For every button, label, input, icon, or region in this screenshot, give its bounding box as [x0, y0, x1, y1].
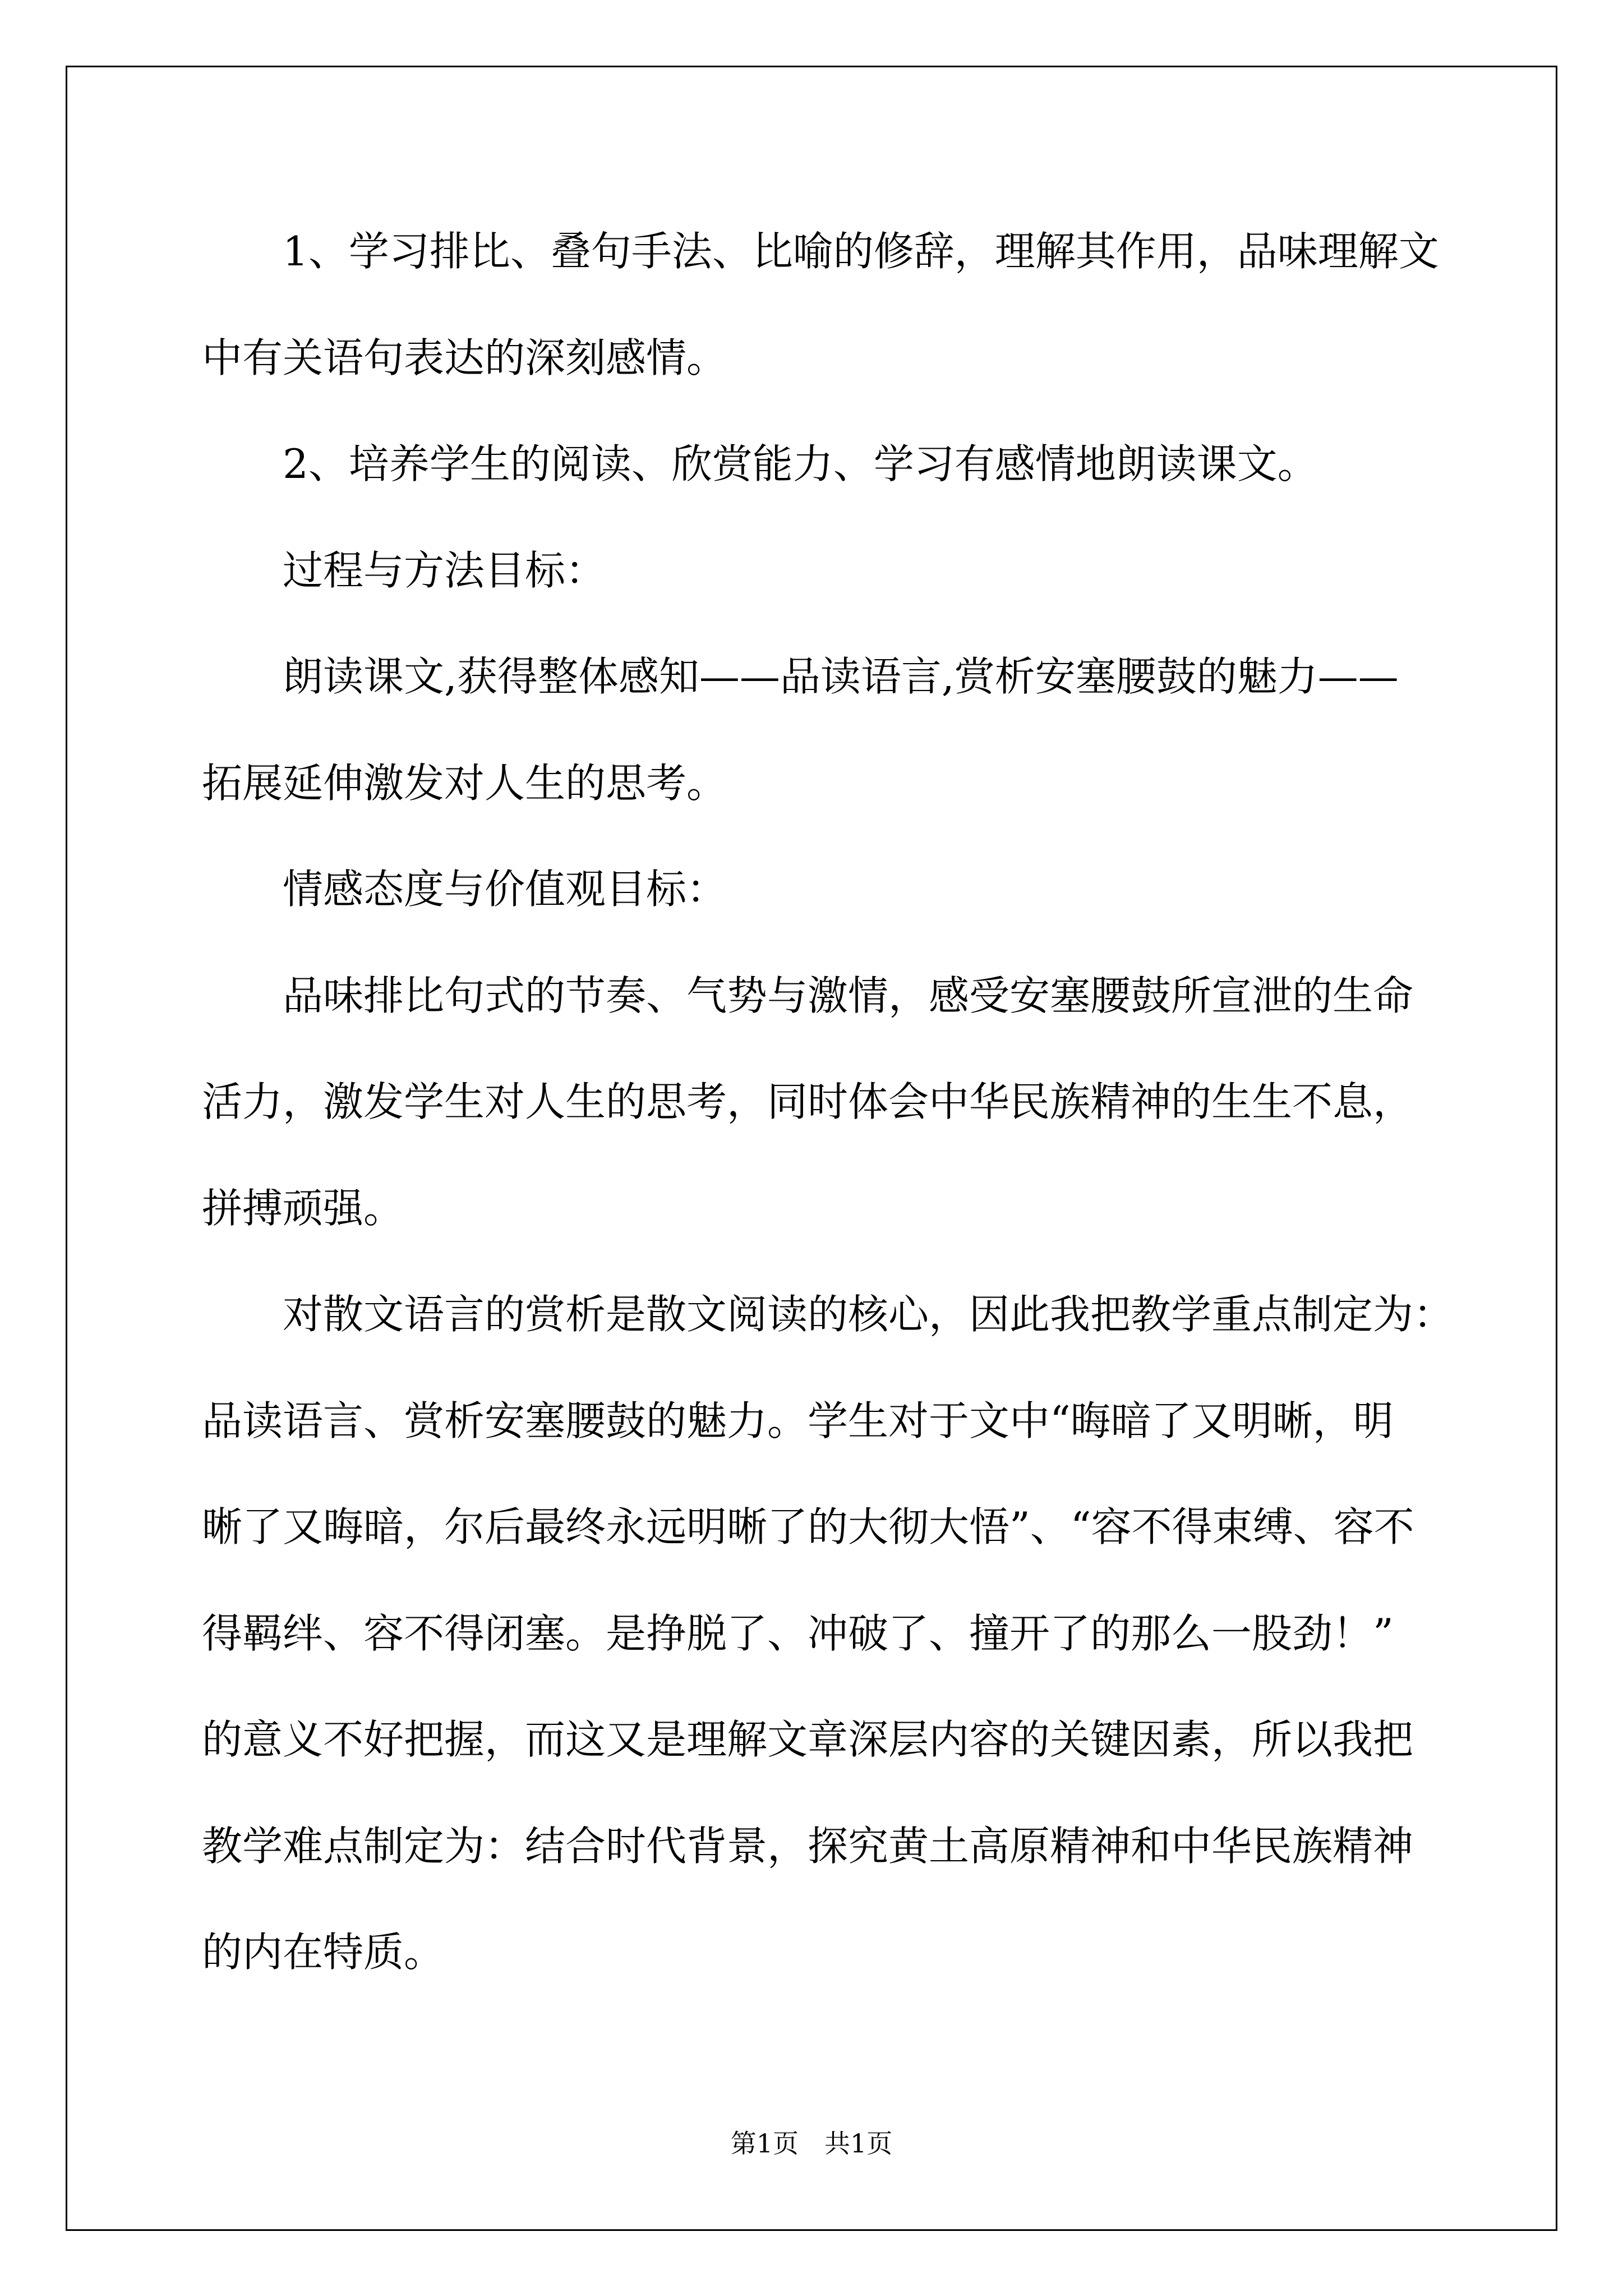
- text-line: 中有关语句表达的深刻感情。: [202, 334, 727, 381]
- text-line: 朗读课文,获得整体感知——品读语言,赏析安塞腰鼓的魅力——: [283, 653, 1399, 700]
- paragraph-process-method: [202, 624, 1436, 836]
- text-line: 拓展延伸激发对人生的思考。: [202, 759, 727, 807]
- section-heading: 情感态度与价值观目标：: [283, 866, 727, 913]
- paragraph-objective-1: [202, 199, 1439, 411]
- document-body: [202, 199, 1454, 2006]
- text-line: 1、学习排比、叠句手法、比喻的修辞，理解其作用，品味理解文: [283, 228, 1439, 275]
- text-line: 活力，激发学生对人生的思考，同时体会中华民族精神的生生不息，: [202, 1078, 1414, 1125]
- page-number-footer: 第1页 共1页: [730, 2128, 893, 2159]
- heading-emotion-values: [202, 836, 1436, 943]
- paragraph-key-difficult-points: [202, 1262, 1454, 2006]
- text-line: 的内在特质。: [202, 1929, 445, 1976]
- paragraph-objective-2: [202, 411, 1436, 518]
- text-line: 对散文语言的赏析是散文阅读的核心，因此我把教学重点制定为：: [283, 1291, 1454, 1338]
- section-heading: 过程与方法目标：: [283, 546, 606, 594]
- text-line: 品味排比句式的节奏、气势与激情，感受安塞腰鼓所宣泄的生命: [283, 972, 1414, 1019]
- text-line: 2、培养学生的阅读、欣赏能力、学习有感情地朗读课文。: [283, 440, 1318, 487]
- paragraph-emotion-values: [202, 943, 1436, 1262]
- text-line: 教学难点制定为：结合时代背景，探究黄土高原精神和中华民族精神: [202, 1822, 1414, 1870]
- text-line: 得羁绊、容不得闭塞。是挣脱了、冲破了、撞开了的那么一股劲！”: [202, 1609, 1394, 1657]
- heading-process-method: [202, 518, 1436, 624]
- text-line: 拼搏顽强。: [202, 1184, 404, 1232]
- text-line: 的意义不好把握，而这又是理解文章深层内容的关键因素，所以我把: [202, 1716, 1414, 1763]
- text-line: 品读语言、赏析安塞腰鼓的魅力。学生对于文中“晦暗了又明晰，明: [202, 1397, 1394, 1444]
- text-line: 晰了又晦暗，尔后最终永远明晰了的大彻大悟”、“容不得束缚、容不: [202, 1503, 1414, 1550]
